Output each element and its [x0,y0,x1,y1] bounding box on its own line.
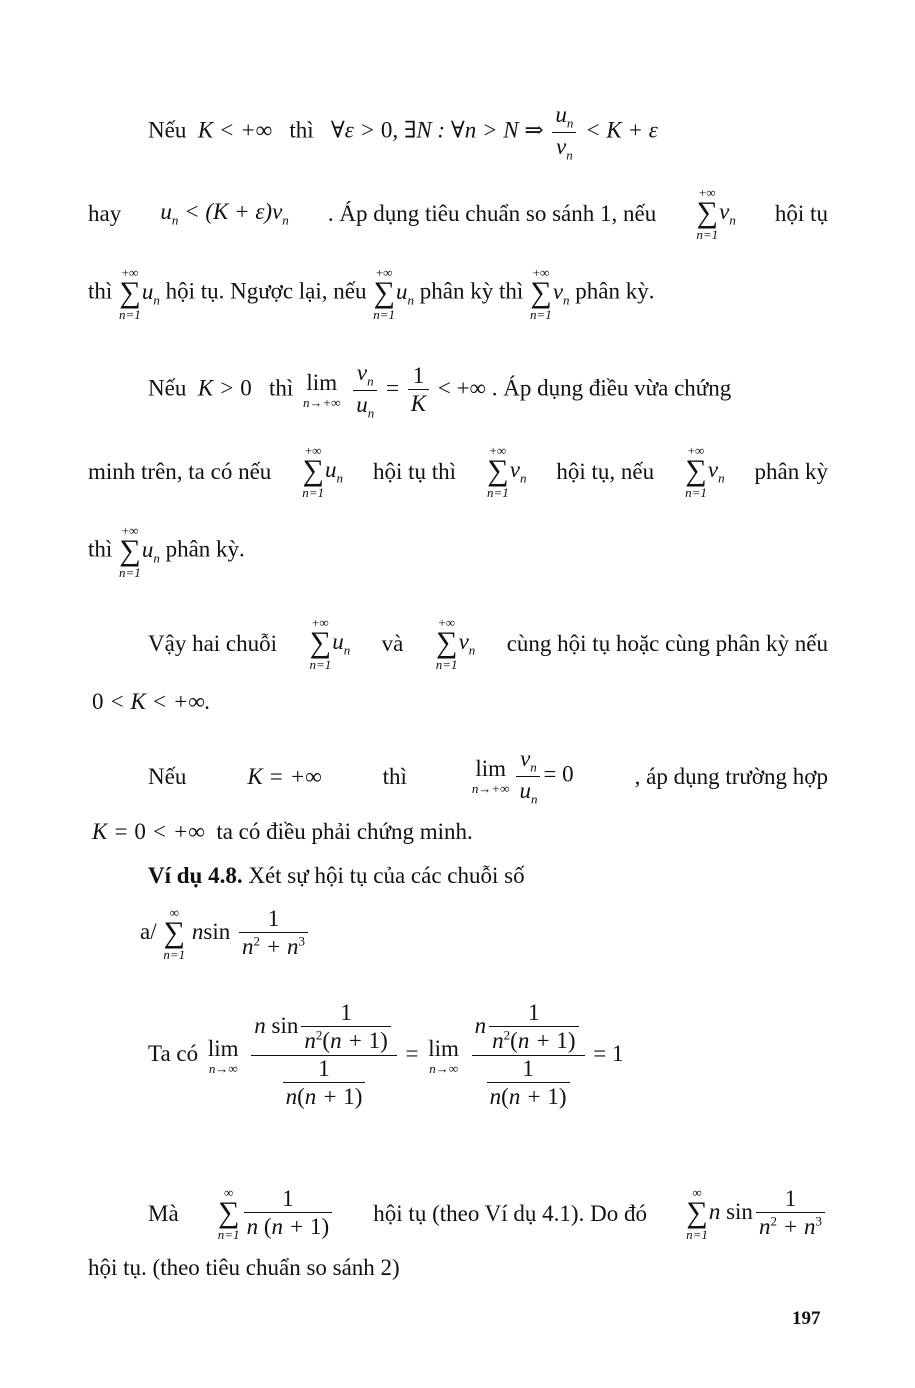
fraction-1-k: $\frac{1}{K}$ [408,363,429,418]
formula-un-lt: $u_n < (K + \varepsilon)v_n$ [160,198,289,228]
text-thi: thì [289,117,314,143]
text-ma: Mà [148,1201,179,1227]
sum-vn: +∞ ∑ n=1 $v_n$ [696,185,736,242]
text-neu: Nếu [148,375,187,401]
line-7 [148,616,828,671]
sum-un: +∞ ∑ n=1 $u_n$ [302,443,344,500]
line-3 [88,266,655,321]
fraction-series-term: $\frac{1}{n^2 + n^3}$ [239,906,308,961]
formula-limit-zero: lim n→+∞ $\frac{v_n}{u_n}$ = 0 [471,746,574,807]
line-5 [88,444,828,499]
line-2 [88,186,828,241]
line-ma [148,1186,828,1241]
ta-co-equation [148,1000,624,1111]
text-ap-dung: . Áp dụng tiêu chuẩn so sánh 1, nếu [327,200,657,226]
text-hoi-tu-theo: hội tụ (theo Ví dụ 4.1). Do đó [373,1201,647,1227]
text-neu: Nếu [148,763,187,789]
formula-equals: = [386,375,400,401]
text-hay: hay [88,200,122,226]
sum-symbol: ∞ ∑ n=1 [163,905,186,962]
sum-reference: ∞ ∑ n=1 $\frac{1}{n (n + 1)}$ [217,1186,335,1241]
page-number: 197 [792,1308,821,1329]
limit-operator: lim n→∞ [428,1035,459,1076]
sum-vn: +∞ ∑ n=1 $v_n$ [486,443,527,500]
line-10 [92,820,473,843]
text-phan-ky: phân kỳ. [165,536,245,562]
text-neu: Nếu [148,117,187,143]
fraction-vn-un: $\frac{v_n}{u_n}$ [353,360,377,421]
fraction-complex-2: n $\frac{1}{n^2(n + 1)}$ $\frac{1}{n(n + 1)}$ [472,1000,585,1111]
sum-original: ∞ ∑ n=1 n sin $\frac{1}{n^2 + n^3}$ [685,1186,828,1241]
line-4 [148,360,731,421]
text-hoi-tu-neu: hội tụ, nếu [556,458,655,484]
text-phan-ky: phân kỳ. [575,278,655,304]
example-heading [148,864,525,887]
sum-un: +∞ ∑ n=1 $u_n$ [119,265,160,322]
part-a-label: a/ [140,918,157,944]
formula-equals: = [405,1040,419,1066]
line-6 [88,524,245,579]
text-va: và [381,630,404,656]
formula-k-range: 0 < K < +∞. [92,689,211,714]
formula-k-gt-0: K > 0 [192,375,252,401]
formula-k-inf: K = +∞ [247,763,322,789]
part-a [140,906,311,961]
text-minh-tren: minh trên, ta có nếu [88,458,272,484]
text-phan-ky: phân kỳ [754,458,828,484]
limit-operator: lim n→∞ [207,1035,239,1076]
text-dieu-phai-chung-minh: ta có điều phải chứng minh. [216,819,473,844]
formula-nsin: nsin [191,918,231,944]
formula-k-zero: K = 0 < +∞ [92,819,211,844]
sum-un: +∞ ∑ n=1 $u_n$ [373,265,415,322]
text-ta-co: Ta có [148,1040,199,1066]
limit-operator: lim n→+∞ [302,370,341,411]
line-9 [148,746,828,807]
sum-vn: +∞ ∑ n=1 $v_n$ [530,265,570,322]
fraction-un-vn: $\frac{u_n}{v_n}$ [552,102,576,163]
formula-lt-k-eps: < K + ε [585,117,658,143]
formula-lt-inf: < +∞ [437,375,486,401]
text-vay-hai-chuoi: Vậy hai chuỗi [148,630,278,656]
sum-un: +∞ ∑ n=1 $u_n$ [119,523,160,580]
text-phan-ky-thi: phân kỳ thì [419,278,524,304]
sum-vn: +∞ ∑ n=1 $v_n$ [685,443,725,500]
text-ap-dung-dieu: . Áp dụng điều vừa chứng [491,375,732,401]
text-thi: thì [88,278,113,304]
example-text: Xét sự hội tụ của các chuỗi số [248,863,525,888]
fraction-complex-1: n sin $\frac{1}{n^2(n + 1)}$ $\frac{1}{n(n + 1)}$ [251,1000,396,1111]
text-hoi-tu-nguoc-lai: hội tụ. Ngược lại, nếu [165,278,367,304]
text-thi: thì [268,375,294,401]
formula-equals-one: = 1 [593,1040,624,1066]
line-8 [92,690,211,713]
text-hoi-tu: hội tụ [774,200,828,226]
formula-condition: K < +∞ [192,117,284,143]
sum-vn: +∞ ∑ n=1 $v_n$ [435,615,476,672]
example-label: Ví dụ 4.8. [148,863,243,888]
text-hoi-tu-conclusion: hội tụ. (theo tiêu chuẩn so sánh 2) [88,1255,400,1280]
text-cung-hoi-tu: cùng hội tụ hoặc cùng phân kỳ nếu [506,630,828,656]
text-hoi-tu-thi: hội tụ thì [372,458,457,484]
text-ap-dung-truong-hop: , áp dụng trường hợp [634,763,828,789]
sum-un: +∞ ∑ n=1 $u_n$ [309,615,351,672]
text-thi: thì [382,763,407,789]
formula-epsilon: ∀ε > 0, ∃N : ∀n > N ⇒ [319,117,544,143]
line-1 [148,102,658,163]
text-thi: thì [88,536,113,562]
line-last [88,1256,400,1279]
